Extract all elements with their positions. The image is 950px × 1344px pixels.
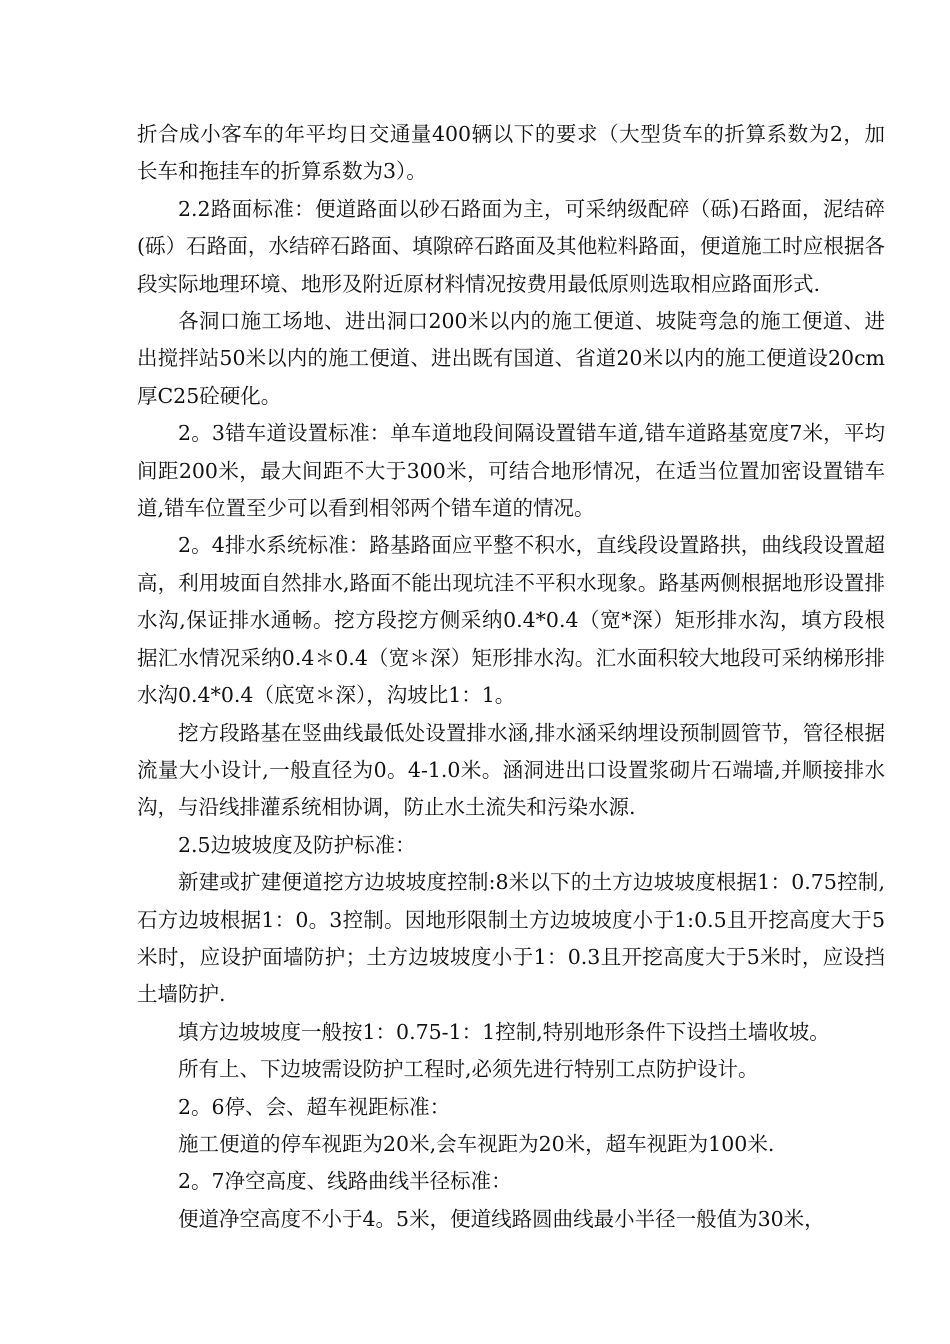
- paragraph-sight-distance: 施工便道的停车视距为20米,会车视距为20米，超车视距为100米.: [178, 1131, 775, 1156]
- paragraph-passing-bay-standard: 2。3错车道设置标准：单车道地段间隔设置错车道,错车道路基宽度7米，平均间距200米，最大间距不大于300米，可结合地形情况，在适当位置加密设置错车道,错车位置至少可以看到相邻两个错车道的情况。: [137, 421, 885, 521]
- paragraph-traffic-volume: 折合成小客车的年平均日交通量400辆以下的要求（大型货车的折算系数为2，加长车和拖挂车的折算系数为3）。: [137, 122, 885, 184]
- paragraph-hardening: 各洞口施工场地、进出洞口200米以内的施工便道、坡陡弯急的施工便道、进出搅拌站50米以内的施工便道、进出既有国道、省道20米以内的施工便道设20cm厚C25砼硬化。: [137, 309, 885, 408]
- section-heading-sight-distance: 2。6停、会、超车视距标准：: [178, 1094, 451, 1119]
- paragraph-fill-slope: 填方边坡坡度一般按1：0.75-1：1控制,特别地形条件下设挡土墙收坡。: [178, 1019, 830, 1044]
- section-heading-slope-protection: 2.5边坡坡度及防护标准：: [178, 832, 416, 857]
- paragraph-slope-protection-design: 所有上、下边坡需设防护工程时,必须先进行特别工点防护设计。: [178, 1057, 759, 1082]
- paragraph-clearance-radius: 便道净空高度不小于4。5米，便道线路圆曲线最小半径一般值为30米，: [178, 1206, 825, 1231]
- paragraph-road-surface-standard: 2.2路面标准：便道路面以砂石路面为主，可采纳级配碎（砾)石路面，泥结碎(砾）石路面，水结碎石路面、填隙碎石路面及其他粒料路面，便道施工时应根据各段实际地理环境、地形及附近原材料情况按费用最低原则选取相应路面形式.: [137, 196, 885, 296]
- paragraph-culvert: 挖方段路基在竖曲线最低处设置排水涵,排水涵采纳埋设预制圆管节，管径根据流量大小设计,一般直径为0。4-1.0米。涵洞进出口设置浆砌片石端墙,并顺接排水沟，与沿线排灌系统相协调，防止水土流失和污染水源.: [137, 720, 885, 820]
- section-heading-clearance-radius: 2。7净空高度、线路曲线半径标准：: [178, 1169, 512, 1194]
- paragraph-cut-slope: 新建或扩建便道挖方边坡坡度控制:8米以下的土方边坡坡度根据1：0.75控制,石方边坡根据1：0。3控制。因地形限制土方边坡坡度小于1:0.5且开挖高度大于5米时，应设护面墙防护；土方边坡坡度小于1：0.3且开挖高度大于5米时，应设挡土墙防护.: [137, 870, 885, 1007]
- document-body: [137, 116, 885, 1238]
- paragraph-drainage-standard: 2。4排水系统标准：路基路面应平整不积水，直线段设置路拱，曲线段设置超高，利用坡面自然排水,路面不能出现坑洼不平积水现象。路基两侧根据地形设置排水沟,保证排水通畅。挖方段挖方侧采纳0.4*0.4（宽*深）矩形排水沟，填方段根据汇水情况采纳0.4＊0.4（宽＊深）矩形排水沟。汇水面积较大地段可采纳梯形排水沟0.4*0.4（底宽＊深），沟坡比1：1。: [137, 533, 885, 708]
